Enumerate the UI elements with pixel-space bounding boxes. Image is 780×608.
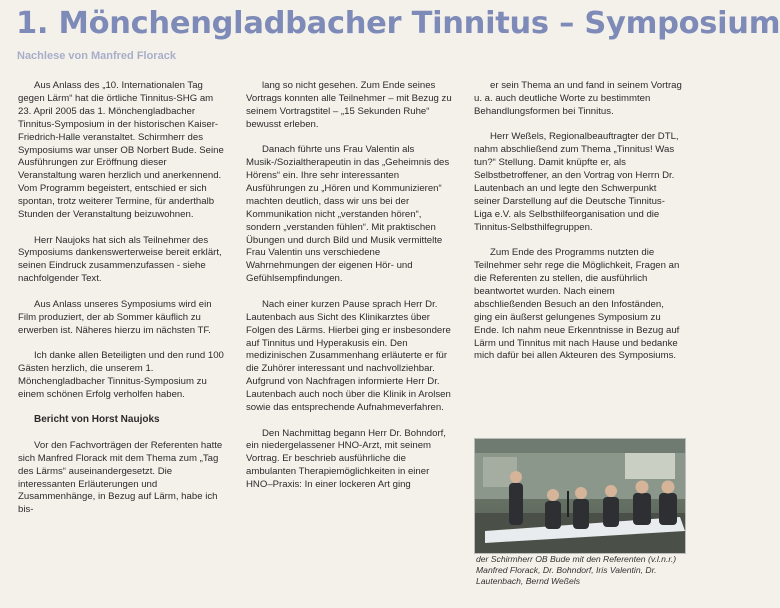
paragraph: lang so nicht gesehen. Zum Ende seines Vortrags konnten alle Teilnehmer – mit Bezug zu seinem Vortragstitel – „15 Sekunden Ruhe“ bewusst erleben. xyxy=(246,80,452,130)
text-column-3 xyxy=(474,80,682,376)
section-heading: Bericht von Horst Naujoks xyxy=(34,414,160,426)
paragraph: Nach einer kurzen Pause sprach Herr Dr. Lautenbach aus Sicht des Klinikarztes über Folgen des Lärms. Hierbei ging er insbesondere auf Tinnitus und Hyperakusis ein. Den medizinischen Zusammenhang erläuterte er für die Zuhörer interessant und nachvollziehbar. Aufgrund von Nachfragen informierte Herr Dr. Lautenbach auch noch über die Klinik in Arolsen sowie das entsprechende Aufnahmeverfahren. xyxy=(246,298,451,414)
paragraph: Den Nachmittag begann Herr Dr. Bohndorf, ein niedergelassener HNO-Arzt, mit seinem Vortrag. Er beschrieb ausführliche die ambulanten Therapiemöglichkeiten in einer HNO–Praxis: In einer lockeren Art ging xyxy=(246,427,446,491)
paragraph: Ich danke allen Beteiligten und den rund 100 Gästen herzlich, die unserem 1. Mönchengladbacher Tinnitus-Symposium zu einem schönen Erfolg verholfen haben. xyxy=(18,350,224,400)
symposium-photo xyxy=(474,438,686,554)
paragraph: Zum Ende des Programms nutzten die Teilnehmer sehr rege die Möglichkeit, Fragen an die Referenten zu stellen, die ausführlich beantwortet wurden. Nach einem abschließenden Besuch an den Infoständen, ging ein äußerst gelungenes Symposium zu Ende. Ich nahm neue Erkenntnisse in Bezug auf Lärm und Tinnitus mit nach Hause und bedanke mich dafür bei allen Akteuren des Symposiums. xyxy=(474,247,680,362)
photo-caption: der Schirmherr OB Bude mit den Referenten (v.l.n.r.) Manfred Florack, Dr. Bohndorf, Iris Valentin, Dr. Lautenbach, Bernd Weßels xyxy=(476,554,677,586)
text-column-1 xyxy=(18,80,226,530)
paragraph: Danach führte uns Frau Valentin als Musik-/Sozialtherapeutin in das „Geheimnis des Hörens“ ein. Ihre sehr interessanten Ausführungen zu „Hören und Kommunizieren“ machten deutlich, dass wir uns bei der Kommunikation nicht „verstanden hören“, sondern „verstanden fühlen“. Mit praktischen Übungen und durch Bild und Musik vermittelte Frau Valentin uns verschiedene Wahrnehmungen der eigenen Hör- und Gefühlsempfindungen. xyxy=(246,144,450,285)
paragraph: er sein Thema an und fand in seinem Vortrag u. a. auch deutliche Worte zu bestimmten Behandlungsformen bei Tinnitus. xyxy=(474,80,682,117)
text-column-2 xyxy=(246,80,454,505)
paragraph: Herr Weßels, Regionalbeauftragter der DTL, nahm abschließend zum Thema „Tinnitus! Was tun?“ Stellung. Damit knüpfte er, als Selbstbetroffener, an den Vortrag von Herrn Dr. Lautenbach an und legte den Schwerpunkt seiner Darstellung auf die Deutsche Tinnitus-Liga e.V. als Selbsthilfeorganisation und die Tinnitus-Selbsthilfegruppen. xyxy=(474,131,679,233)
photo-illustration xyxy=(475,439,685,553)
article-subtitle: Nachlese von Manfred Florack xyxy=(17,50,176,62)
paragraph: Herr Naujoks hat sich als Teilnehmer des Symposiums dankenswerterweise bereit erklärt, seinen Eindruck zusammenzufassen - siehe nachfolgender Text. xyxy=(18,234,222,285)
paragraph: Vor den Fachvorträgen der Referenten hatte sich Manfred Florack mit dem Thema zum „Tag des Lärms“ auseinandergesetzt. Die interessanten Erläuterungen und Zusammenhänge, in Bezug auf Lärm, habe ich bis- xyxy=(18,439,223,516)
article-title: 1. Mönchengladbacher Tinnitus – Symposium xyxy=(16,6,780,41)
paragraph: Aus Anlass unseres Symposiums wird ein Film produziert, der ab Sommer käuflich zu erwerben ist. Näheres hierzu im nächsten TF. xyxy=(18,298,212,336)
paragraph: Aus Anlass des „10. Internationalen Tag gegen Lärm“ hat die örtliche Tinnitus-SHG am 23. April 2005 das 1. Mönchengladbacher Tinnitus-Symposium in der historischen Kaiser-Friedrich-Halle veranstaltet. Schirmherr des Symposiums war unser OB Norbert Bude. Seine Ausführungen zur Eröffnung dieser Veranstaltung waren herzlich und anerkennend. Vom Programm begeistert, entschied er sich spontan, trotz weiterer Termine, für anderthalb Stunden der Veranstaltung beizuwohnen. xyxy=(18,80,224,221)
